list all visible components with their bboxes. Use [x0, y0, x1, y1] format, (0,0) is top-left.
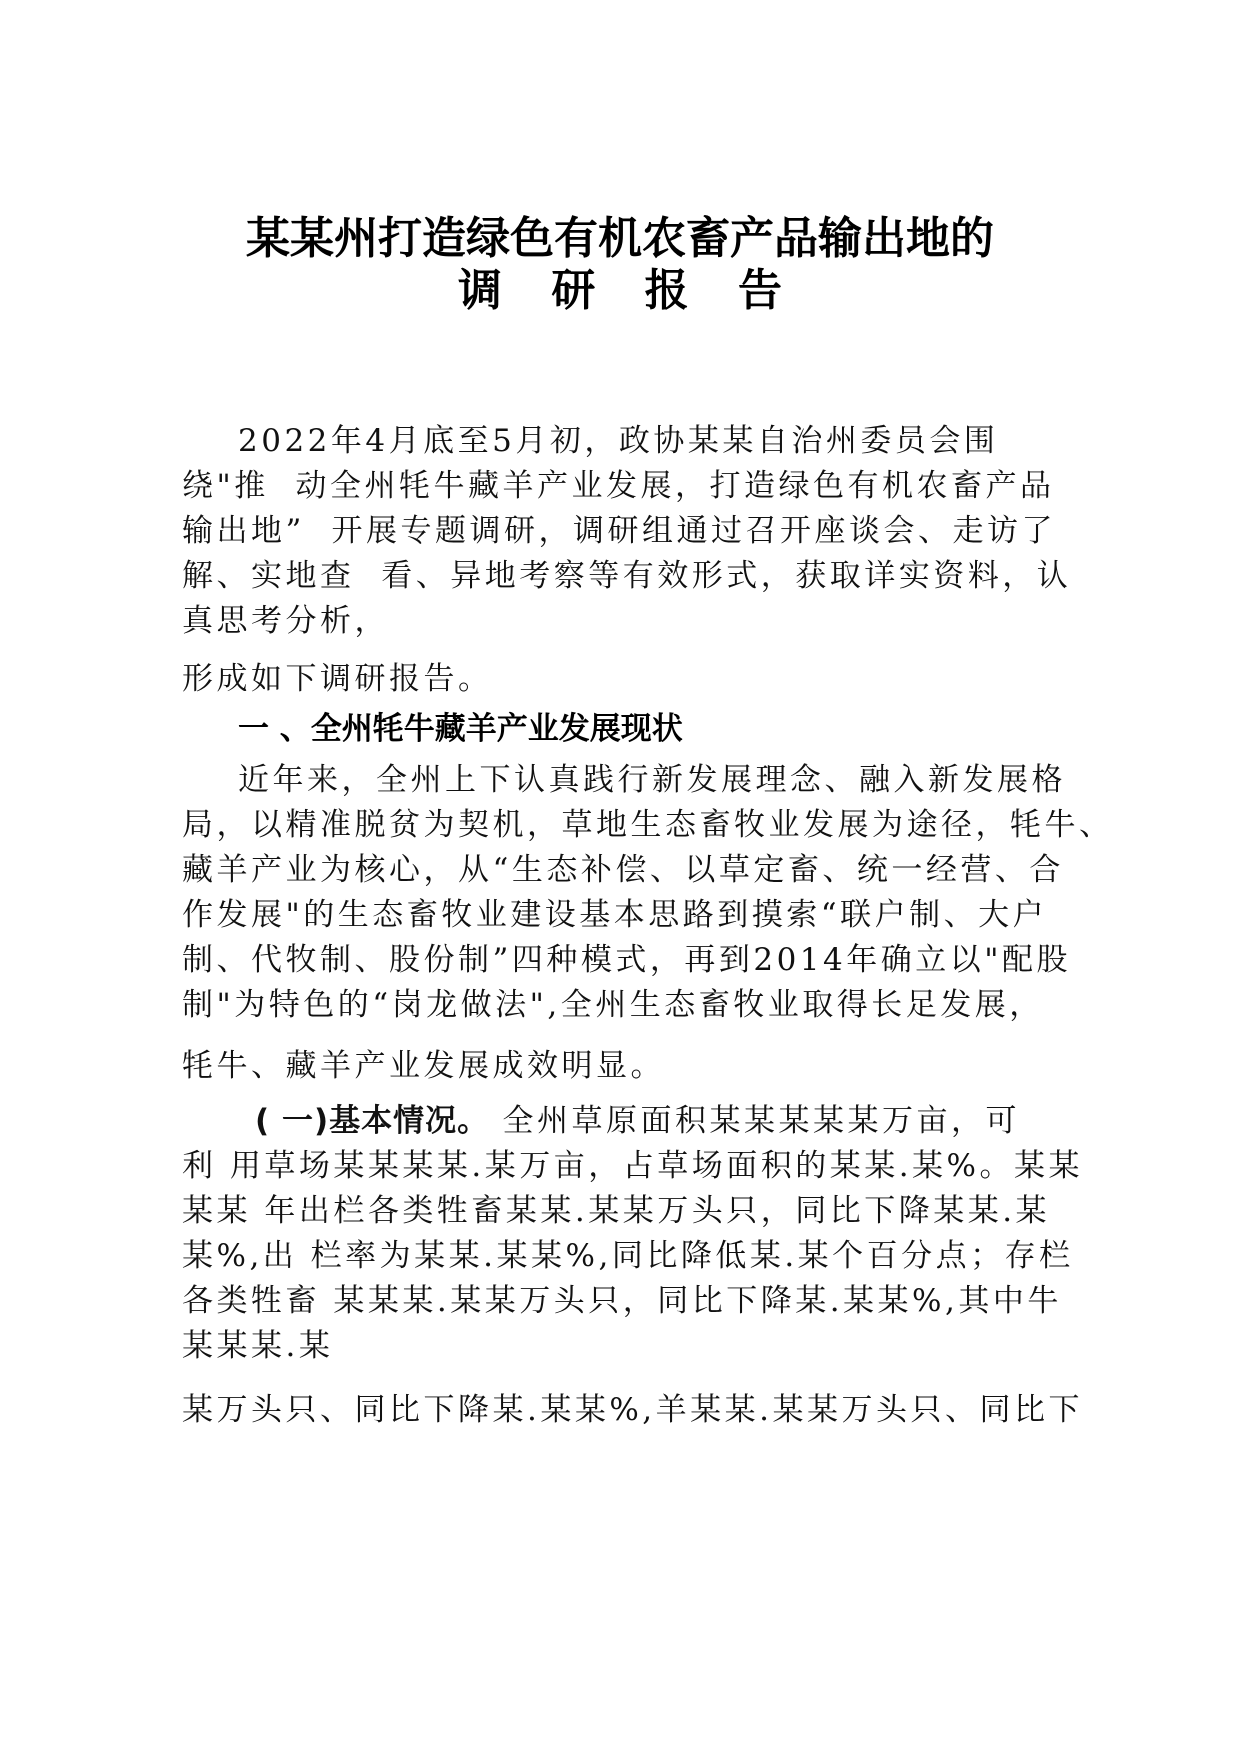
paragraph-line: 藏羊产业为核心，从“生态补偿、以草定畜、统一经营、合 [182, 852, 1064, 888]
subsection-first-line [255, 1101, 1020, 1141]
section-heading: 一 、全州牦牛藏羊产业发展现状 [238, 711, 683, 747]
paragraph-line: 牦牛、藏羊产业发展成效明显。 [182, 1048, 665, 1084]
paragraph-line: 作发展"的生态畜牧业建设基本思路到摸索“联户制、大户 [182, 897, 1048, 933]
paragraph-line: 某万头只、同比下降某.某某%,羊某某.某某万头只、同比下 [182, 1392, 1084, 1428]
paragraph-line: 某%,出 栏率为某某.某某%,同比降低某.某个百分点；存栏 [182, 1238, 1074, 1274]
paragraph-line: 近年来，全州上下认真践行新发展理念、融入新发展格 [238, 762, 1066, 798]
paragraph-line: 制、代牧制、股份制”四种模式，再到2014年确立以"配股 [182, 942, 1071, 978]
paragraph-line: 制"为特色的“岗龙做法",全州生态畜牧业取得长足发展， [182, 987, 1044, 1023]
document-title-line-1: 某某州打造绿色有机农畜产品输出地的 [246, 213, 994, 264]
paragraph-line: 某某 年出栏各类牲畜某某.某某万头只，同比下降某某.某 [182, 1193, 1051, 1229]
intro-line: 输出地” 开展专题调研，调研组通过召开座谈会、走访了 [182, 513, 1057, 549]
paragraph-line: 利 用草场某某某某.某万亩，占草场面积的某某.某%。某某 [182, 1148, 1084, 1184]
intro-line: 形成如下调研报告。 [182, 661, 493, 697]
intro-line: 2022年4月底至5月初，政协某某自治州委员会围 [238, 423, 999, 459]
paragraph-line: 各类牲畜 某某某.某某万头只，同比下降某.某某%,其中牛 [182, 1283, 1062, 1319]
subsection-text: 全州草原面积某某某某某万亩，可 [489, 1103, 1020, 1139]
paragraph-line: 某某某.某 [182, 1328, 334, 1364]
intro-line: 真思考分析， [182, 603, 389, 639]
document-title-line-2: 调 研 报 告 [458, 265, 782, 316]
intro-line: 绕"推 动全州牦牛藏羊产业发展，打造绿色有机农畜产品 [182, 468, 1055, 504]
subsection-label: ( 一)基本情况。 [255, 1103, 490, 1139]
intro-line: 解、实地查 看、异地考察等有效形式，获取详实资料，认 [182, 558, 1072, 594]
paragraph-line: 局，以精准脱贫为契机，草地生态畜牧业发展为途径，牦牛、 [182, 807, 1114, 843]
